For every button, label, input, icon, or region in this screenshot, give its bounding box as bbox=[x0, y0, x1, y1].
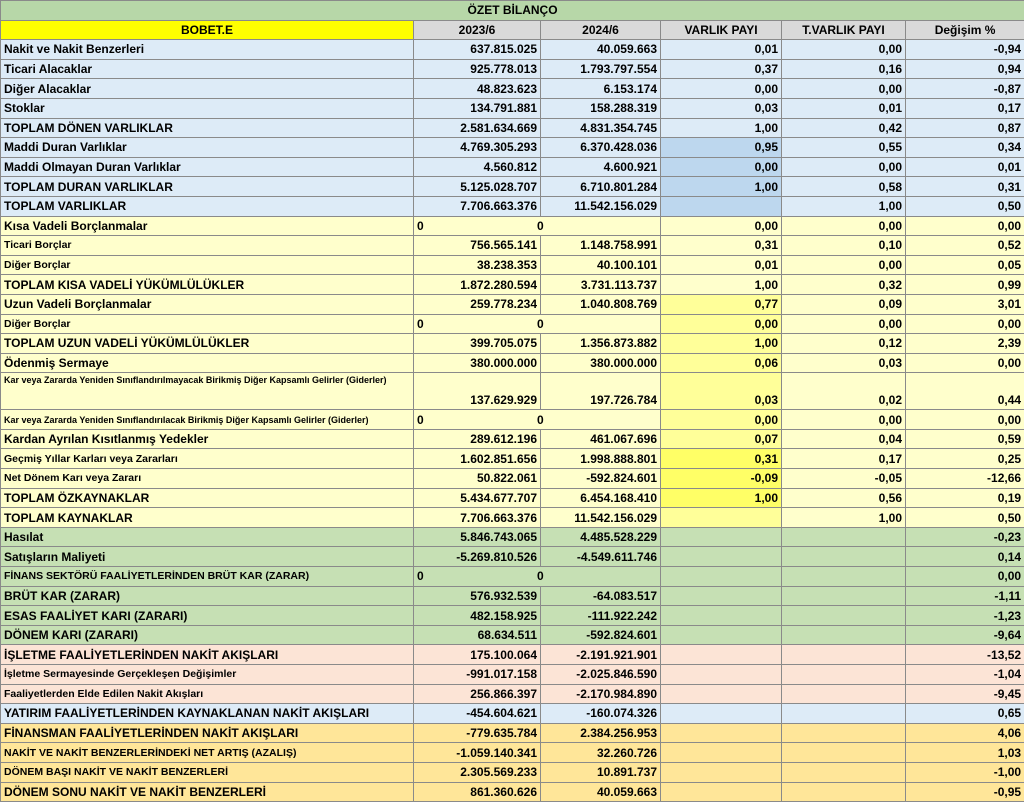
value-2023: 482.158.925 bbox=[414, 606, 541, 626]
value-2024: 4.485.528.229 bbox=[541, 527, 661, 547]
tvarlik-payi: 0,32 bbox=[782, 275, 906, 295]
table-row bbox=[1, 196, 1024, 216]
value-2023: 2.305.569.233 bbox=[414, 762, 541, 782]
table-row bbox=[1, 294, 1024, 314]
row-label: Ödenmiş Sermaye bbox=[1, 353, 414, 373]
varlik-payi bbox=[661, 527, 782, 547]
value-2023: -991.017.158 bbox=[414, 665, 541, 685]
degisim-percent: -9,45 bbox=[906, 684, 1024, 704]
value-2024: 6.153.174 bbox=[541, 79, 661, 99]
row-label: FİNANS SEKTÖRÜ FAALİYETLERİNDEN BRÜT KAR (ZARAR) bbox=[1, 567, 414, 587]
degisim-percent: 0,65 bbox=[906, 704, 1024, 724]
value-2023: -1.059.140.341 bbox=[414, 743, 541, 763]
row-label: Kardan Ayrılan Kısıtlanmış Yedekler bbox=[1, 429, 414, 449]
value-2024: 40.059.663 bbox=[541, 782, 661, 802]
value-2023: 289.612.196 bbox=[414, 429, 541, 449]
row-label: TOPLAM KAYNAKLAR bbox=[1, 508, 414, 528]
table-row bbox=[1, 762, 1024, 782]
row-label: İşletme Sermayesinde Gerçekleşen Değişimler bbox=[1, 665, 414, 685]
row-label: Diğer Borçlar bbox=[1, 314, 414, 334]
value-2023: 259.778.234 bbox=[414, 294, 541, 314]
row-label: ESAS FAALİYET KARI (ZARARI) bbox=[1, 606, 414, 626]
value-2023: 2.581.634.669 bbox=[414, 118, 541, 138]
degisim-percent: 0,00 bbox=[906, 314, 1024, 334]
value-2024: 380.000.000 bbox=[541, 353, 661, 373]
row-label: TOPLAM DURAN VARLIKLAR bbox=[1, 177, 414, 197]
value-2024: 1.148.758.991 bbox=[541, 236, 661, 256]
tvarlik-payi bbox=[782, 684, 906, 704]
row-label: Maddi Duran Varlıklar bbox=[1, 138, 414, 158]
value-2023: 7.706.663.376 bbox=[414, 196, 541, 216]
tvarlik-payi: 0,58 bbox=[782, 177, 906, 197]
degisim-percent: 0,19 bbox=[906, 488, 1024, 508]
value-2024: 6.710.801.284 bbox=[541, 177, 661, 197]
value-2023: 134.791.881 bbox=[414, 98, 541, 118]
value-2024: 6.370.428.036 bbox=[541, 138, 661, 158]
degisim-percent: -1,00 bbox=[906, 762, 1024, 782]
value-2023: 756.565.141 bbox=[414, 236, 541, 256]
degisim-percent: 0,00 bbox=[906, 410, 1024, 430]
value-2024: 40.100.101 bbox=[541, 255, 661, 275]
value-2023: 1.602.851.656 bbox=[414, 449, 541, 469]
tvarlik-payi: 0,00 bbox=[782, 40, 906, 60]
value-2023: 0 bbox=[417, 217, 537, 235]
row-label: TOPLAM VARLIKLAR bbox=[1, 196, 414, 216]
degisim-percent: -12,66 bbox=[906, 469, 1024, 489]
header-tvarlik-payi: T.VARLIK PAYI bbox=[782, 20, 906, 40]
value-2024: -4.549.611.746 bbox=[541, 547, 661, 567]
row-label: Satışların Maliyeti bbox=[1, 547, 414, 567]
value-2024: 3.731.113.737 bbox=[541, 275, 661, 295]
varlik-payi bbox=[661, 625, 782, 645]
value-2024: 32.260.726 bbox=[541, 743, 661, 763]
value-2023: -5.269.810.526 bbox=[414, 547, 541, 567]
row-label: Nakit ve Nakit Benzerleri bbox=[1, 40, 414, 60]
row-label: Stoklar bbox=[1, 98, 414, 118]
varlik-payi: 0,01 bbox=[661, 255, 782, 275]
table-row bbox=[1, 469, 1024, 489]
row-label: Diğer Alacaklar bbox=[1, 79, 414, 99]
degisim-percent: 3,01 bbox=[906, 294, 1024, 314]
value-2024: 4.600.921 bbox=[541, 157, 661, 177]
row-label: Ticari Borçlar bbox=[1, 236, 414, 256]
degisim-percent: 0,00 bbox=[906, 353, 1024, 373]
tvarlik-payi bbox=[782, 586, 906, 606]
row-label: TOPLAM UZUN VADELİ YÜKÜMLÜLÜKLER bbox=[1, 334, 414, 354]
tvarlik-payi bbox=[782, 782, 906, 802]
value-2024: 2.384.256.953 bbox=[541, 723, 661, 743]
value-2023: 50.822.061 bbox=[414, 469, 541, 489]
value-2024: -2.170.984.890 bbox=[541, 684, 661, 704]
value-2024: -2.191.921.901 bbox=[541, 645, 661, 665]
value-2023: 637.815.025 bbox=[414, 40, 541, 60]
value-2024: 1.356.873.882 bbox=[541, 334, 661, 354]
value-2023: 68.634.511 bbox=[414, 625, 541, 645]
varlik-payi: 0,31 bbox=[661, 449, 782, 469]
row-label: Kısa Vadeli Borçlanmalar bbox=[1, 216, 414, 236]
degisim-percent: 0,50 bbox=[906, 196, 1024, 216]
tvarlik-payi bbox=[782, 762, 906, 782]
tvarlik-payi: 1,00 bbox=[782, 508, 906, 528]
table-row bbox=[1, 645, 1024, 665]
degisim-percent: 0,34 bbox=[906, 138, 1024, 158]
varlik-payi bbox=[661, 762, 782, 782]
degisim-percent: 0,50 bbox=[906, 508, 1024, 528]
varlik-payi bbox=[661, 684, 782, 704]
row-label: NAKİT VE NAKİT BENZERLERİNDEKİ NET ARTIŞ (AZALIŞ) bbox=[1, 743, 414, 763]
table-row bbox=[1, 429, 1024, 449]
value-2023: -779.635.784 bbox=[414, 723, 541, 743]
tvarlik-payi bbox=[782, 665, 906, 685]
value-2023: 861.360.626 bbox=[414, 782, 541, 802]
varlik-payi: 0,01 bbox=[661, 40, 782, 60]
table-row bbox=[1, 59, 1024, 79]
tvarlik-payi bbox=[782, 704, 906, 724]
header-varlik-payi: VARLIK PAYI bbox=[661, 20, 782, 40]
degisim-percent: -0,94 bbox=[906, 40, 1024, 60]
varlik-payi bbox=[661, 782, 782, 802]
value-2023: 380.000.000 bbox=[414, 353, 541, 373]
tvarlik-payi: -0,05 bbox=[782, 469, 906, 489]
value-2024: 11.542.156.029 bbox=[541, 196, 661, 216]
varlik-payi bbox=[661, 547, 782, 567]
row-label: DÖNEM BAŞI NAKİT VE NAKİT BENZERLERİ bbox=[1, 762, 414, 782]
value-2023: 5.846.743.065 bbox=[414, 527, 541, 547]
zero-values bbox=[414, 216, 661, 236]
degisim-percent: -9,64 bbox=[906, 625, 1024, 645]
varlik-payi: 0,03 bbox=[661, 98, 782, 118]
row-label: Ticari Alacaklar bbox=[1, 59, 414, 79]
table-row bbox=[1, 410, 1024, 430]
varlik-payi bbox=[661, 606, 782, 626]
value-2023: 38.238.353 bbox=[414, 255, 541, 275]
degisim-percent: 0,00 bbox=[906, 567, 1024, 587]
varlik-payi: 0,00 bbox=[661, 314, 782, 334]
degisim-percent: 0,99 bbox=[906, 275, 1024, 295]
tvarlik-payi bbox=[782, 743, 906, 763]
value-2023: 48.823.623 bbox=[414, 79, 541, 99]
table-row bbox=[1, 314, 1024, 334]
degisim-percent: -13,52 bbox=[906, 645, 1024, 665]
tvarlik-payi bbox=[782, 547, 906, 567]
tvarlik-payi: 0,55 bbox=[782, 138, 906, 158]
varlik-payi: 0,37 bbox=[661, 59, 782, 79]
degisim-percent: -0,87 bbox=[906, 79, 1024, 99]
value-2023: -454.604.621 bbox=[414, 704, 541, 724]
varlik-payi bbox=[661, 508, 782, 528]
tvarlik-payi: 0,01 bbox=[782, 98, 906, 118]
varlik-payi: 1,00 bbox=[661, 177, 782, 197]
degisim-percent: 0,87 bbox=[906, 118, 1024, 138]
degisim-percent: -1,11 bbox=[906, 586, 1024, 606]
table-row bbox=[1, 508, 1024, 528]
tvarlik-payi bbox=[782, 625, 906, 645]
varlik-payi: 0,07 bbox=[661, 429, 782, 449]
row-label: Net Dönem Karı veya Zararı bbox=[1, 469, 414, 489]
table-row bbox=[1, 98, 1024, 118]
table-row bbox=[1, 625, 1024, 645]
table-row bbox=[1, 743, 1024, 763]
tvarlik-payi: 0,00 bbox=[782, 410, 906, 430]
degisim-percent: 0,17 bbox=[906, 98, 1024, 118]
tvarlik-payi: 1,00 bbox=[782, 196, 906, 216]
degisim-percent: 0,14 bbox=[906, 547, 1024, 567]
varlik-payi bbox=[661, 645, 782, 665]
table-row bbox=[1, 488, 1024, 508]
header-2024: 2024/6 bbox=[541, 20, 661, 40]
table-row bbox=[1, 547, 1024, 567]
tvarlik-payi: 0,00 bbox=[782, 157, 906, 177]
value-2024: 0 bbox=[537, 217, 544, 235]
tvarlik-payi bbox=[782, 527, 906, 547]
title-row bbox=[1, 1, 1024, 21]
value-2024: 1.040.808.769 bbox=[541, 294, 661, 314]
value-2023: 5.125.028.707 bbox=[414, 177, 541, 197]
varlik-payi: 0,31 bbox=[661, 236, 782, 256]
row-label: FİNANSMAN FAALİYETLERİNDEN NAKİT AKIŞLARI bbox=[1, 723, 414, 743]
degisim-percent: 1,03 bbox=[906, 743, 1024, 763]
value-2023: 137.629.929 bbox=[414, 373, 541, 410]
tvarlik-payi: 0,00 bbox=[782, 79, 906, 99]
value-2024: -592.824.601 bbox=[541, 625, 661, 645]
row-label: TOPLAM DÖNEN VARLIKLAR bbox=[1, 118, 414, 138]
tvarlik-payi bbox=[782, 606, 906, 626]
varlik-payi bbox=[661, 567, 782, 587]
table-row bbox=[1, 373, 1024, 410]
varlik-payi: 0,00 bbox=[661, 216, 782, 236]
degisim-percent: 0,44 bbox=[906, 373, 1024, 410]
company-code: BOBET.E bbox=[1, 20, 414, 40]
sheet-title: ÖZET BİLANÇO bbox=[1, 1, 1024, 21]
varlik-payi: 1,00 bbox=[661, 118, 782, 138]
value-2024: -592.824.601 bbox=[541, 469, 661, 489]
value-2024: 197.726.784 bbox=[541, 373, 661, 410]
varlik-payi: 0,06 bbox=[661, 353, 782, 373]
degisim-percent: -0,23 bbox=[906, 527, 1024, 547]
row-label: DÖNEM SONU NAKİT VE NAKİT BENZERLERİ bbox=[1, 782, 414, 802]
value-2023: 256.866.397 bbox=[414, 684, 541, 704]
value-2023: 576.932.539 bbox=[414, 586, 541, 606]
value-2024: 40.059.663 bbox=[541, 40, 661, 60]
degisim-percent: 0,59 bbox=[906, 429, 1024, 449]
table-row bbox=[1, 40, 1024, 60]
value-2023: 7.706.663.376 bbox=[414, 508, 541, 528]
varlik-payi bbox=[661, 723, 782, 743]
row-label: Geçmiş Yıllar Karları veya Zararları bbox=[1, 449, 414, 469]
value-2023: 5.434.677.707 bbox=[414, 488, 541, 508]
value-2024: -111.922.242 bbox=[541, 606, 661, 626]
degisim-percent: 4,06 bbox=[906, 723, 1024, 743]
tvarlik-payi: 0,16 bbox=[782, 59, 906, 79]
row-label: DÖNEM KARI (ZARARI) bbox=[1, 625, 414, 645]
degisim-percent: 0,52 bbox=[906, 236, 1024, 256]
tvarlik-payi bbox=[782, 645, 906, 665]
tvarlik-payi: 0,00 bbox=[782, 314, 906, 334]
value-2024: 0 bbox=[537, 315, 544, 333]
row-label: Hasılat bbox=[1, 527, 414, 547]
value-2024: -160.074.326 bbox=[541, 704, 661, 724]
varlik-payi: 1,00 bbox=[661, 275, 782, 295]
varlik-payi: 0,00 bbox=[661, 410, 782, 430]
varlik-payi: 0,00 bbox=[661, 79, 782, 99]
table-row bbox=[1, 665, 1024, 685]
row-label: Kar veya Zararda Yeniden Sınıflandırılmayacak Birikmiş Diğer Kapsamlı Gelirler (Giderler) bbox=[1, 373, 414, 410]
tvarlik-payi: 0,56 bbox=[782, 488, 906, 508]
row-label: Uzun Vadeli Borçlanmalar bbox=[1, 294, 414, 314]
value-2024: -64.083.517 bbox=[541, 586, 661, 606]
tvarlik-payi bbox=[782, 723, 906, 743]
table-row bbox=[1, 216, 1024, 236]
value-2023: 925.778.013 bbox=[414, 59, 541, 79]
row-label: TOPLAM ÖZKAYNAKLAR bbox=[1, 488, 414, 508]
table-row bbox=[1, 275, 1024, 295]
header-2023: 2023/6 bbox=[414, 20, 541, 40]
table-row bbox=[1, 255, 1024, 275]
tvarlik-payi: 0,04 bbox=[782, 429, 906, 449]
row-label: YATIRIM FAALİYETLERİNDEN KAYNAKLANAN NAKİT AKIŞLARI bbox=[1, 704, 414, 724]
table-row bbox=[1, 527, 1024, 547]
degisim-percent: 0,05 bbox=[906, 255, 1024, 275]
varlik-payi bbox=[661, 196, 782, 216]
row-label: İŞLETME FAALİYETLERİNDEN NAKİT AKIŞLARI bbox=[1, 645, 414, 665]
value-2024: 1.998.888.801 bbox=[541, 449, 661, 469]
row-label: Diğer Borçlar bbox=[1, 255, 414, 275]
varlik-payi: -0,09 bbox=[661, 469, 782, 489]
varlik-payi bbox=[661, 586, 782, 606]
degisim-percent: 0,94 bbox=[906, 59, 1024, 79]
table-row bbox=[1, 782, 1024, 802]
degisim-percent: 0,01 bbox=[906, 157, 1024, 177]
table-row bbox=[1, 567, 1024, 587]
zero-values bbox=[414, 567, 661, 587]
varlik-payi bbox=[661, 665, 782, 685]
row-label: Kar veya Zararda Yeniden Sınıflandırılacak Birikmiş Diğer Kapsamlı Gelirler (Giderler) bbox=[1, 410, 414, 430]
tvarlik-payi: 0,12 bbox=[782, 334, 906, 354]
row-label: Maddi Olmayan Duran Varlıklar bbox=[1, 157, 414, 177]
table-row bbox=[1, 79, 1024, 99]
value-2024: 461.067.696 bbox=[541, 429, 661, 449]
header-row bbox=[1, 20, 1024, 40]
tvarlik-payi: 0,42 bbox=[782, 118, 906, 138]
row-label: BRÜT KAR (ZARAR) bbox=[1, 586, 414, 606]
tvarlik-payi: 0,00 bbox=[782, 255, 906, 275]
row-label: Faaliyetlerden Elde Edilen Nakit Akışları bbox=[1, 684, 414, 704]
tvarlik-payi: 0,00 bbox=[782, 216, 906, 236]
varlik-payi bbox=[661, 743, 782, 763]
value-2024: 6.454.168.410 bbox=[541, 488, 661, 508]
tvarlik-payi: 0,10 bbox=[782, 236, 906, 256]
table-row bbox=[1, 723, 1024, 743]
tvarlik-payi: 0,02 bbox=[782, 373, 906, 410]
value-2024: 4.831.354.745 bbox=[541, 118, 661, 138]
table-row bbox=[1, 684, 1024, 704]
varlik-payi: 0,00 bbox=[661, 157, 782, 177]
value-2023: 1.872.280.594 bbox=[414, 275, 541, 295]
varlik-payi: 0,77 bbox=[661, 294, 782, 314]
value-2024: 0 bbox=[537, 411, 544, 429]
degisim-percent: -1,04 bbox=[906, 665, 1024, 685]
varlik-payi bbox=[661, 704, 782, 724]
table-row bbox=[1, 138, 1024, 158]
row-label: TOPLAM KISA VADELİ YÜKÜMLÜLÜKLER bbox=[1, 275, 414, 295]
table-row bbox=[1, 118, 1024, 138]
value-2024: 158.288.319 bbox=[541, 98, 661, 118]
varlik-payi: 1,00 bbox=[661, 334, 782, 354]
value-2024: -2.025.846.590 bbox=[541, 665, 661, 685]
value-2023: 0 bbox=[417, 315, 537, 333]
zero-values bbox=[414, 410, 661, 430]
varlik-payi: 0,95 bbox=[661, 138, 782, 158]
degisim-percent: -0,95 bbox=[906, 782, 1024, 802]
table-row bbox=[1, 236, 1024, 256]
table-row bbox=[1, 177, 1024, 197]
table-row bbox=[1, 606, 1024, 626]
degisim-percent: -1,23 bbox=[906, 606, 1024, 626]
value-2023: 0 bbox=[417, 411, 537, 429]
value-2023: 399.705.075 bbox=[414, 334, 541, 354]
tvarlik-payi bbox=[782, 567, 906, 587]
table-row bbox=[1, 704, 1024, 724]
value-2024: 10.891.737 bbox=[541, 762, 661, 782]
table-row bbox=[1, 449, 1024, 469]
degisim-percent: 0,00 bbox=[906, 216, 1024, 236]
value-2023: 4.769.305.293 bbox=[414, 138, 541, 158]
tvarlik-payi: 0,03 bbox=[782, 353, 906, 373]
zero-values bbox=[414, 314, 661, 334]
value-2023: 175.100.064 bbox=[414, 645, 541, 665]
value-2024: 1.793.797.554 bbox=[541, 59, 661, 79]
value-2024: 11.542.156.029 bbox=[541, 508, 661, 528]
table-row bbox=[1, 586, 1024, 606]
degisim-percent: 2,39 bbox=[906, 334, 1024, 354]
varlik-payi: 1,00 bbox=[661, 488, 782, 508]
value-2023: 4.560.812 bbox=[414, 157, 541, 177]
tvarlik-payi: 0,09 bbox=[782, 294, 906, 314]
value-2023: 0 bbox=[417, 567, 537, 585]
varlik-payi: 0,03 bbox=[661, 373, 782, 410]
header-degisim: Değişim % bbox=[906, 20, 1024, 40]
table-row bbox=[1, 334, 1024, 354]
value-2024: 0 bbox=[537, 567, 544, 585]
table-row bbox=[1, 157, 1024, 177]
table-row bbox=[1, 353, 1024, 373]
degisim-percent: 0,25 bbox=[906, 449, 1024, 469]
tvarlik-payi: 0,17 bbox=[782, 449, 906, 469]
degisim-percent: 0,31 bbox=[906, 177, 1024, 197]
